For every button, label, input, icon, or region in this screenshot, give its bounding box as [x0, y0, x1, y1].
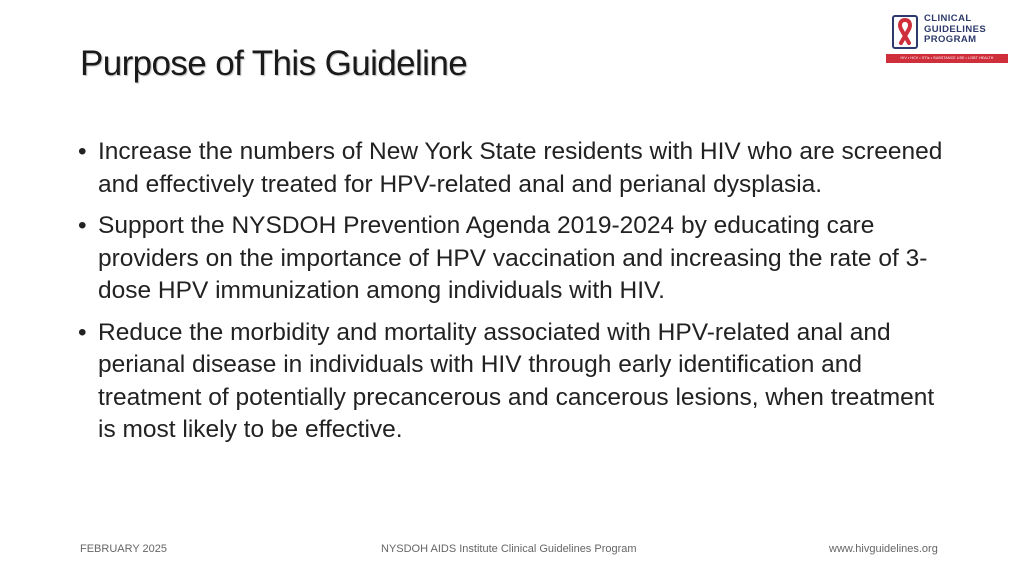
bullet-text: Increase the numbers of New York State residents with HIV who are screened and effectively treated for HPV-related anal and perianal dysplasia.	[98, 138, 943, 198]
program-logo	[886, 12, 1008, 64]
slide-title: Purpose of This Guideline	[80, 44, 468, 83]
bullet-text: Support the NYSDOH Prevention Agenda 2019-2024 by educating care providers on the importance of HPV vaccination and increasing the rate of 3-dose HPV immunization among individuals with HIV.	[98, 212, 928, 304]
logo-topics-strip: HIV • HCV • STIs • SUBSTANCE USE • LGBT HEALTH	[886, 54, 1008, 63]
bullet-item	[78, 317, 958, 447]
bullet-dot: •	[78, 212, 87, 239]
logo-line-2: GUIDELINES	[924, 23, 987, 35]
footer-program: NYSDOH AIDS Institute Clinical Guidelines Program	[381, 543, 637, 555]
logo-frame	[892, 15, 918, 49]
bullet-list	[78, 136, 958, 456]
logo-line-1: CLINICAL	[924, 13, 972, 24]
logo-wordmark	[924, 14, 1008, 46]
footer-date: FEBRUARY 2025	[80, 543, 168, 555]
bullet-item	[78, 210, 958, 308]
bullet-dot: •	[78, 318, 87, 346]
bullet-dot: •	[78, 138, 87, 165]
bullet-item	[78, 136, 958, 201]
ribbon-icon	[894, 17, 916, 47]
footer-url[interactable]: www.hivguidelines.org	[829, 543, 938, 555]
logo-line-3: PROGRAM	[924, 34, 977, 45]
bullet-text: Reduce the morbidity and mortality associated with HPV-related anal and perianal disease in individuals with HIV through early identification and treatment of potentially precancerous and cancerous lesions, when treatment is most likely to be effective.	[98, 318, 935, 443]
